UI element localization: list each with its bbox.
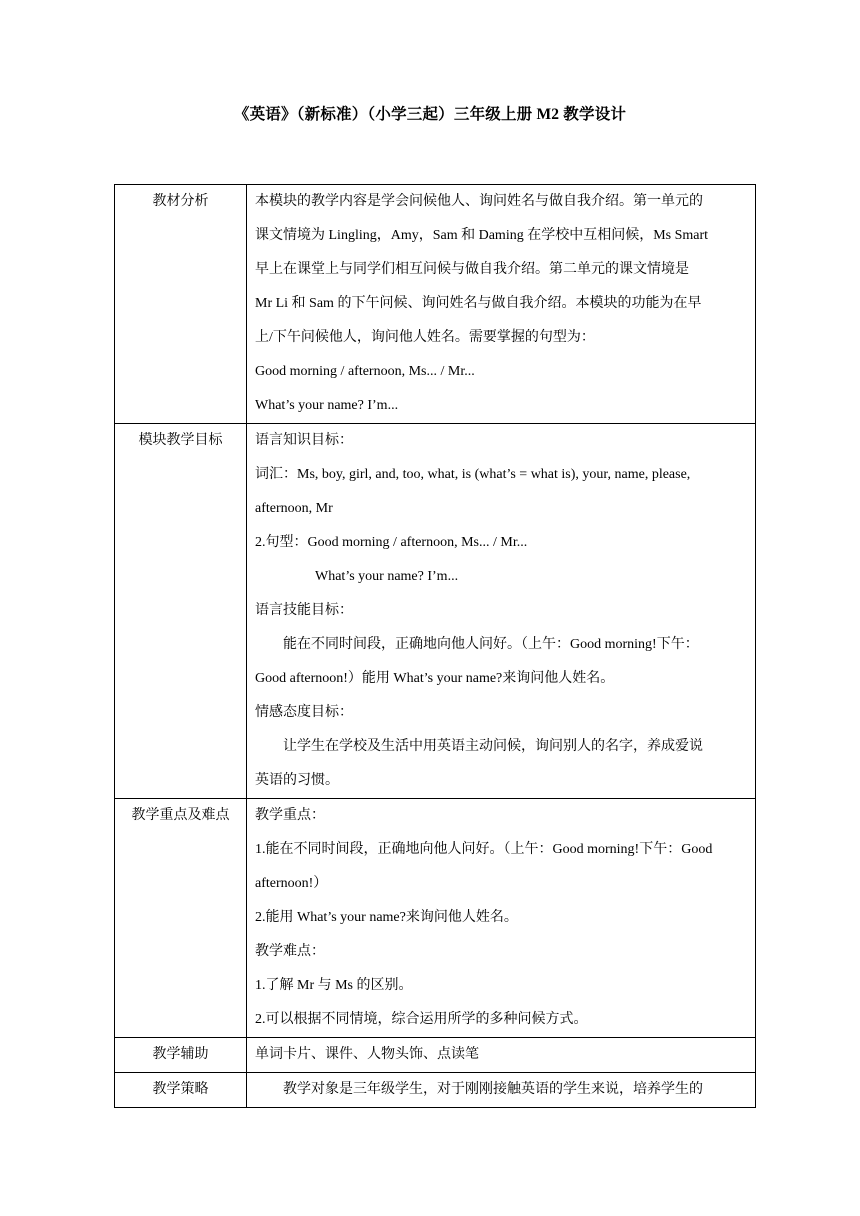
table-row-teaching-strategy [115,1073,756,1108]
content-line: 早上在课堂上与同学们相互问候与做自我介绍。第二单元的课文情境是 [255,262,689,277]
row-label: 教学策略 [115,1073,247,1108]
content-line: 情感态度目标： [255,705,353,720]
table-row-key-points [115,799,756,1038]
row-content [247,1038,756,1073]
content-line: 2.句型：Good morning / afternoon, Ms... / Mr... [255,535,528,550]
content-line: 语言技能目标： [255,603,353,618]
content-line: 让学生在学校及生活中用英语主动问候，询问别人的名字，养成爱说 [283,739,703,754]
row-content [247,185,756,424]
content-line: 1.能在不同时间段，正确地向他人问好。（上午：Good morning!下午：Good [255,842,713,857]
content-line: 教学对象是三年级学生，对于刚刚接触英语的学生来说，培养学生的 [283,1082,703,1097]
content-line: Good afternoon!）能用 What’s your name?来询问他人姓名。 [255,671,615,686]
content-line: 本模块的教学内容是学会问候他人、询问姓名与做自我介绍。第一单元的 [255,194,703,209]
row-label: 模块教学目标 [115,424,247,799]
content-line: 教学难点： [255,944,325,959]
content-line: 1.了解 Mr 与 Ms 的区别。 [255,978,413,993]
content-line: Mr Li 和 Sam 的下午问候、询问姓名与做自我介绍。本模块的功能为在早 [255,296,702,311]
content-line: 语言知识目标： [255,433,353,448]
content-line: 词汇：Ms, boy, girl, and, too, what, is (what’s = what is), your, name, please, [255,467,691,482]
content-line: 英语的习惯。 [255,773,339,788]
content-line: 单词卡片、课件、人物头饰、点读笔 [255,1047,479,1062]
content-line: What’s your name? I’m... [315,569,459,584]
content-line: afternoon!） [255,876,328,891]
content-line: 能在不同时间段，正确地向他人问好。（上午：Good morning!下午： [283,637,699,652]
table-row-teaching-aids [115,1038,756,1073]
row-label: 教材分析 [115,185,247,424]
content-line: 课文情境为 Lingling，Amy，Sam 和 Daming 在学校中互相问候，Ms Smart [255,228,709,243]
table-row-module-objectives [115,424,756,799]
content-line: 教学重点： [255,808,325,823]
content-line: 2.能用 What’s your name?来询问他人姓名。 [255,910,518,925]
row-label: 教学辅助 [115,1038,247,1073]
row-label: 教学重点及难点 [115,799,247,1038]
content-line: What’s your name? I’m... [255,398,399,413]
table-row-material-analysis [115,185,756,424]
row-content [247,424,756,799]
row-content [247,799,756,1038]
page-title: 《英语》（新标准）（小学三起）三年级上册 M2 教学设计 [233,106,627,123]
content-line: afternoon, Mr [255,501,333,516]
content-line: Good morning / afternoon, Ms... / Mr... [255,364,475,379]
content-line: 2.可以根据不同情境，综合运用所学的多种问候方式。 [255,1012,588,1027]
content-line: 上/下午问候他人，询问他人姓名。需要掌握的句型为： [255,330,595,345]
lesson-plan-table [114,184,756,1108]
row-content [247,1073,756,1108]
